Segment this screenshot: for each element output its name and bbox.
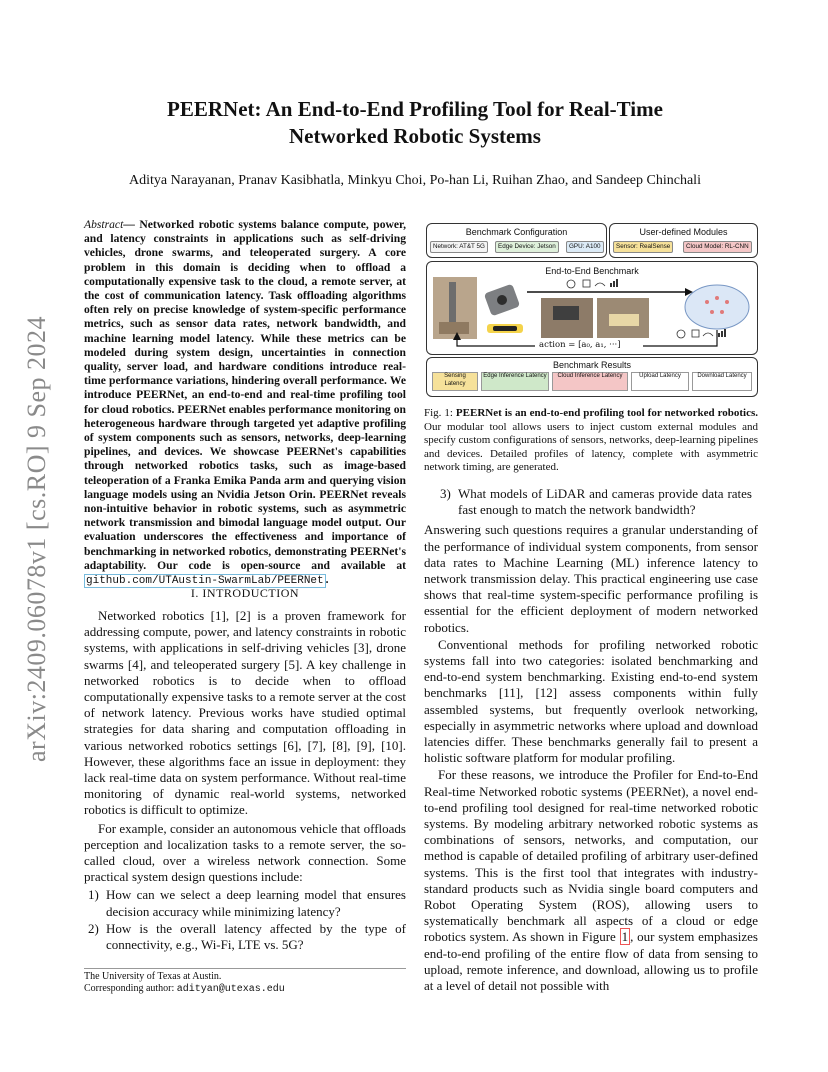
- title-line-1: PEERNet: An End-to-End Profiling Tool for Real-Time: [167, 97, 663, 121]
- paragraph-3-end: , our system emphasizes end-to-end profiling of the entire flow of data from sensing to upload, remote inference, and download, allowing us to profile at a level of detail not possible with: [424, 929, 758, 994]
- footnote: [84, 968, 406, 996]
- introduction-text: [84, 608, 406, 954]
- wifi-icon: [703, 333, 713, 336]
- result-edge-inference-latency: Edge Inference Latency: [481, 372, 549, 391]
- corresponding-email[interactable]: adityan@utexas.edu: [176, 984, 285, 995]
- clock-icon: [567, 280, 575, 288]
- arxiv-identifier: arXiv:2409.06078v1 [cs.RO] 9 Sep 2024: [22, 315, 51, 762]
- intro-paragraph-1: Networked robotics [1], [2] is a proven framework for addressing compute, power, and latency constraints in robotic systems, with applications in self-driving vehicles [3], drone swarms [4], and teleoperated surgery [5]. A key challenge in networked robotics is to decide when to offload computationally expensive tasks to a remote server at the cost of network latency. Previous works have studied optimal strategies for data sharing and computation offloading in various networked robotics settings [6], [7], [8], [9], [10]. However, these algorithms face an issue in deployment: they lack real-time data on system performance. Without real-time monitoring of dynamic real-world systems, networked robotics is difficult to optimize.: [84, 608, 406, 818]
- chip-icon: [583, 280, 590, 287]
- caption-text: Our modular tool allows users to inject custom external modules and specify custom configurations of sensors, networks, deep-learning pipelines and devices. Detailed profiles of latency, complete with asymmetric network timing, are generated.: [424, 420, 758, 473]
- module-chip: Cloud Model: RL-CNN: [683, 241, 752, 253]
- list-item: [424, 486, 758, 518]
- config-chip: GPU: A100: [566, 241, 604, 253]
- neural-node-icon: [715, 296, 719, 300]
- list-number: 3): [440, 486, 451, 501]
- list-text: How is the overall latency affected by the type of connectivity, e.g., Wi-Fi, LTE vs. 5G?: [106, 920, 406, 953]
- user-defined-modules-box: [609, 223, 758, 258]
- signal-bar: [721, 331, 723, 337]
- signal-bar: [718, 333, 720, 337]
- edge-device-body: [493, 326, 517, 331]
- config-chip: Edge Device: Jetson: [495, 241, 559, 253]
- figure-caption: [424, 407, 758, 475]
- frame-photo-2-object: [609, 314, 639, 326]
- figure-1: [424, 222, 758, 397]
- question-list: [84, 887, 406, 953]
- benchmark-configuration-title: Benchmark Configuration: [465, 227, 568, 237]
- author-list: Aditya Narayanan, Pranav Kasibhatla, Minkyu Choi, Po-han Li, Ruihan Zhao, and Sandeep Chinchali: [129, 173, 701, 188]
- footnote-label: Corresponding author:: [84, 983, 175, 994]
- caption-label: Fig. 1:: [424, 407, 453, 419]
- result-upload-latency: Upload Latency: [631, 372, 689, 391]
- list-number: 1): [88, 887, 99, 903]
- neural-node-icon: [705, 300, 709, 304]
- frame-photo-1-object: [553, 306, 579, 320]
- signal-bar: [610, 283, 612, 287]
- paper-title: [90, 96, 740, 150]
- list-text: How can we select a deep learning model that ensures decision accuracy while minimizing latency?: [106, 887, 406, 919]
- section-heading-introduction: I. INTRODUCTION: [190, 586, 300, 600]
- config-chip: Network: AT&T 5G: [430, 241, 488, 253]
- abstract-end: .: [325, 573, 329, 587]
- right-column-text: [424, 486, 758, 995]
- result-cloud-inference-latency: Cloud Inference Latency: [552, 372, 628, 391]
- action-label: action = [a₀, a₁, ···]: [539, 340, 621, 350]
- neural-node-icon: [720, 310, 724, 314]
- abstract-lead: Abstract: [84, 218, 124, 231]
- intro-paragraph-2: For example, consider an autonomous vehicle that offloads perception and localization tasks to a remote server, the so-called cloud, over a wireless network connection. Some practical system design questions include:: [84, 820, 406, 885]
- benchmark-configuration-box: [426, 223, 607, 258]
- neural-node-icon: [725, 300, 729, 304]
- paragraph-3-start: For these reasons, we introduce the: [438, 767, 634, 783]
- list-item: [84, 921, 406, 953]
- right-paragraph-1: Answering such questions requires a granular understanding of the performance of individual system components, from sensor data rates to Machine Learning (ML) inference latency to network transmission delay. This practical engineering use case shows that real-time system-specific performance profiling is essential for the efficient deployment of modern networked robotics.: [424, 522, 758, 635]
- wifi-icon: [595, 283, 605, 286]
- footnote-affiliation: The University of Texas at Austin.: [84, 971, 222, 982]
- chip-icon: [692, 330, 699, 337]
- list-text: What models of LiDAR and cameras provide data rates fast enough to match the network bandwidth?: [458, 486, 752, 518]
- list-item: [84, 887, 406, 919]
- end-to-end-benchmark-box: [426, 261, 758, 355]
- end-to-end-benchmark-title: End-to-End Benchmark: [545, 266, 639, 276]
- benchmark-results-title: Benchmark Results: [552, 360, 632, 370]
- result-download-latency: Download Latency: [692, 372, 752, 391]
- camera-lens-icon: [497, 295, 507, 305]
- footnote-contact: [84, 983, 406, 996]
- right-paragraph-3: [424, 767, 758, 994]
- list-number: 2): [88, 920, 99, 936]
- result-sensing-latency: Sensing Latency: [432, 372, 478, 391]
- module-chip: Sensor: RealSense: [613, 241, 673, 253]
- question-list-continued: [424, 486, 758, 518]
- user-defined-modules-title: User-defined Modules: [639, 227, 728, 237]
- figure-reference-link[interactable]: 1: [621, 929, 629, 945]
- code-link[interactable]: github.com/UTAustin-SwarmLab/PEERNet: [86, 575, 324, 588]
- abstract-body: — Networked robotic systems balance compute, power, and latency constraints in applications such as self-driving vehicles, drone swarms, and teleoperated surgery. A core problem in this domain is deciding when to offload a computationally expensive task to the cloud, a remote server, at the cost of communication latency. Task offloading algorithms often rely on precise knowledge of system-specific performance metrics, such as sensor data rates, network bandwidth, and machine learning model latency. While these metrics can be modeled during system design, uncertainties in connection quality, server load, and hardware conditions introduce real-time performance variations, hindering overall performance. We introduce PEERNet, an end-to-end and real-time profiling tool for cloud robotics. PEERNet enables performance monitoring on heterogeneous hardware through targeted yet adaptive profiling of system components such as sensors, networks, deep-learning pipelines, and devices. We showcase PEERNet's capabilities through networked robotics tasks, such as image-based teleoperation of a Franka Emika Panda arm and querying vision language models using an Nvidia Jetson Orin. PEERNet reveals non-intuitive behavior in robotic systems, such as asymmetric network transmission and bimodal language model output. Our evaluation underscores the effectiveness and importance of benchmarking in networked robotics, demonstrating PEERNet's adaptability. Our code is open-source and available at: [84, 218, 406, 572]
- signal-bar: [613, 281, 615, 287]
- paragraph-3-body: Profiler for End-to-End Real-time Networked robotic systems (PEERNet), a novel end-to-end profiling tool designed for real-time networked robotic systems. By modeling arbitrary networked robotic systems as combinations of sensors, networks, and computation, our method is capable of detailed profiling of arbitrary user-defined systems. This is the first tool that integrates with industry-standard products such as Nvidia single board computers and Robot Operating System (ROS), allowing users to systematically benchmark all aspects of a cloud or edge robotics system. As shown in Figure: [424, 767, 758, 945]
- abstract: [84, 218, 406, 588]
- signal-bar: [724, 329, 726, 337]
- caption-bold: PEERNet is an end-to-end profiling tool for networked robotics.: [455, 407, 758, 419]
- title-line-2: Networked Robotic Systems: [289, 124, 541, 148]
- signal-bar: [616, 279, 618, 287]
- robot-table: [439, 322, 469, 334]
- right-paragraph-2: Conventional methods for profiling networked robotic systems fall into two categories: isolated benchmarking and end-to-end system benchmarking. Existing end-to-end system benchmarks [11], [12] assess components within fully assembled systems, but frequently overlook networking, especially in asymmetric networks where upload and download latencies differ. These benchmarks generally fail to present a holistic software platform for modular profiling.: [424, 636, 758, 766]
- neural-node-icon: [710, 310, 714, 314]
- clock-icon: [677, 330, 685, 338]
- cloud-icon: [685, 285, 749, 329]
